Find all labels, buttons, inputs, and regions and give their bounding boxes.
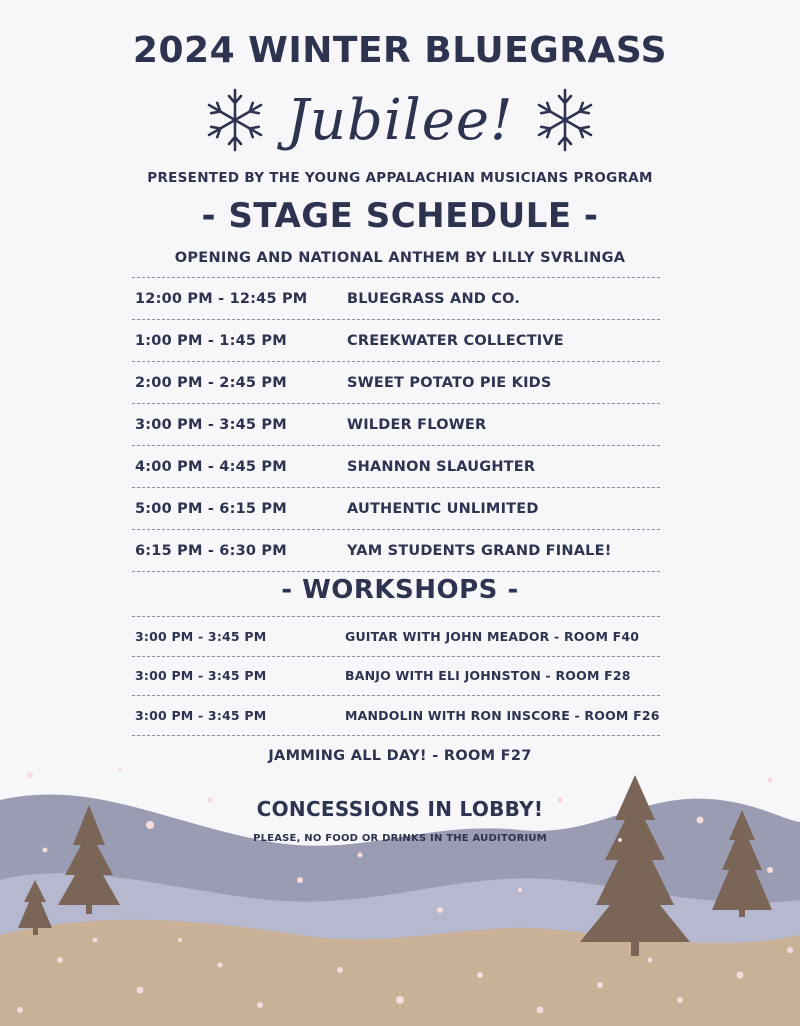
schedule-row [132,404,660,446]
schedule-act: AUTHENTIC UNLIMITED [347,500,539,517]
schedule-act: SWEET POTATO PIE KIDS [347,374,552,391]
workshops-table [132,616,660,736]
jamming-line: JAMMING ALL DAY! - ROOM F27 [268,748,532,764]
schedule-act: YAM STUDENTS GRAND FINALE! [347,542,612,559]
schedule-time: 1:00 PM - 1:45 PM [135,332,287,349]
opening-line: OPENING AND NATIONAL ANTHEM BY LILLY SVRLINGA [174,250,626,266]
schedule-time: 2:00 PM - 2:45 PM [135,374,287,391]
workshop-row [132,617,660,657]
script-title: Jubilee! [286,87,514,153]
workshop-time: 3:00 PM - 3:45 PM [135,668,267,684]
schedule-row [132,278,660,320]
snowflake-icon [531,86,599,154]
schedule-row [132,488,660,530]
workshop-topic: MANDOLIN WITH RON INSCORE - ROOM F26 [345,707,660,723]
schedule-time: 5:00 PM - 6:15 PM [135,500,287,517]
schedule-act: CREEKWATER COLLECTIVE [347,332,564,349]
workshop-time: 3:00 PM - 3:45 PM [135,707,267,723]
workshop-row [132,657,660,697]
schedule-time: 12:00 PM - 12:45 PM [135,290,308,307]
stage-schedule-table [132,277,660,572]
concessions-text: CONCESSIONS IN LOBBY! [256,797,544,821]
workshop-time: 3:00 PM - 3:45 PM [135,628,267,644]
schedule-time: 3:00 PM - 3:45 PM [135,416,287,433]
schedule-act: WILDER FLOWER [347,416,487,433]
presented-by: PRESENTED BY THE YOUNG APPALACHIAN MUSICIANS PROGRAM [147,170,653,186]
workshops-heading: - WORKSHOPS - [281,575,519,605]
snowflake-icon [201,86,269,154]
event-title: 2024 WINTER BLUEGRASS [132,30,668,71]
no-food-note: PLEASE, NO FOOD OR DRINKS IN THE AUDITORIUM [253,833,547,844]
schedule-row [132,362,660,404]
workshop-topic: GUITAR WITH JOHN MEADOR - ROOM F40 [345,628,640,644]
workshop-topic: BANJO WITH ELI JOHNSTON - ROOM F28 [345,668,631,684]
schedule-act: SHANNON SLAUGHTER [347,458,536,475]
schedule-act: BLUEGRASS AND CO. [347,290,521,307]
schedule-row [132,446,660,488]
schedule-time: 6:15 PM - 6:30 PM [135,542,287,559]
schedule-time: 4:00 PM - 4:45 PM [135,458,287,475]
script-title-row [0,80,800,160]
schedule-row [132,320,660,362]
schedule-row [132,530,660,572]
stage-schedule-heading: - STAGE SCHEDULE - [201,196,599,236]
workshop-row [132,696,660,736]
